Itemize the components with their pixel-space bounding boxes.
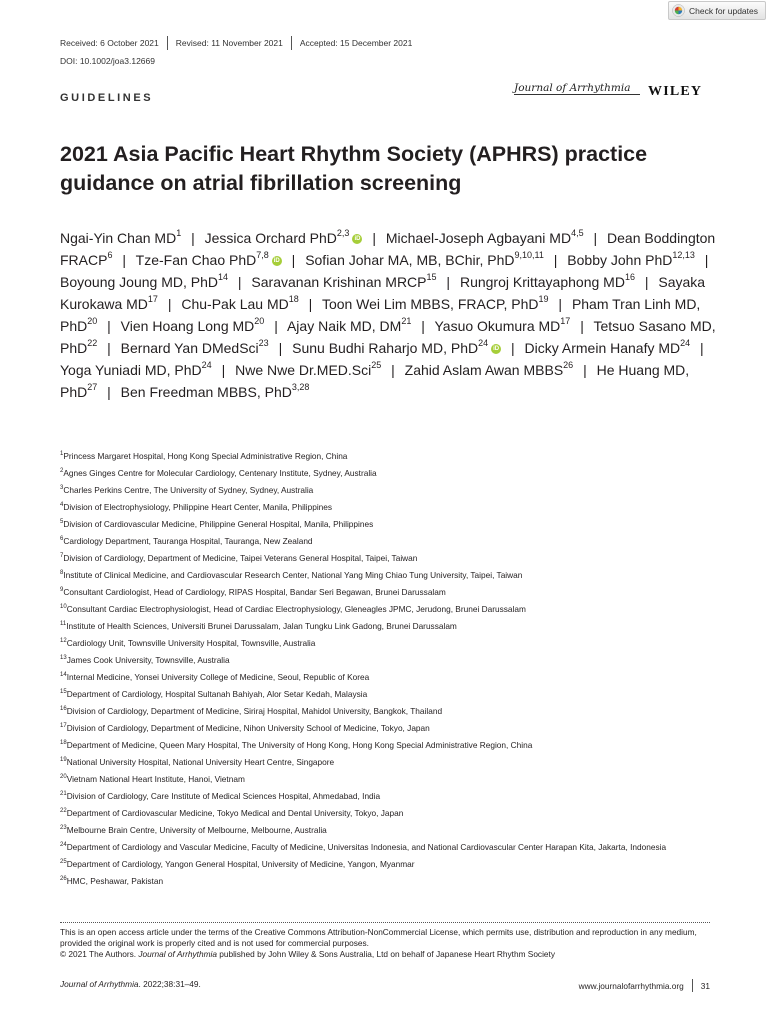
author[interactable] [386,230,584,246]
author[interactable] [136,252,282,268]
affiliation-number: 23 [60,824,67,831]
check-for-updates-button[interactable] [668,1,766,20]
author[interactable] [435,318,571,334]
author[interactable] [121,384,310,400]
author[interactable] [121,318,265,334]
orcid-icon[interactable]: iD [273,258,280,265]
author[interactable] [525,340,691,356]
journal-logo-name: Journal of Arrhythmia [514,82,631,94]
author[interactable] [60,230,181,246]
affiliation-item [60,536,710,547]
affiliation-item [60,553,710,564]
affiliation-item [60,859,710,870]
author[interactable] [121,340,269,356]
author[interactable] [287,318,411,334]
affiliation-text: Division of Cardiology, Department of Medicine, Taipei Veterans General Hospital, Taipei, Taiwan [63,552,418,563]
affiliation-number: 13 [60,655,67,662]
author[interactable] [405,362,574,378]
author-separator: | [191,230,195,246]
author-separator: | [167,296,172,312]
affiliation-text: Internal Medicine, Yonsei University College of Medicine, Seoul, Republic of Korea [66,671,370,682]
affiliation-number: 2 [60,468,64,475]
journal-logo [514,78,630,96]
publisher-logo: WILEY [648,84,703,99]
affiliation-number: 16 [60,706,67,712]
affiliation-number: 10 [60,604,67,611]
author[interactable] [567,252,695,268]
affiliation-text: Department of Medicine, Queen Mary Hospital, The University of Hong Kong, Hong Kong Special Administrative Region, China [66,739,533,750]
author-affiliation-ref: 20 [87,316,98,327]
affiliation-text: Department of Cardiology, Yangon General Hospital, University of Medicine, Yangon, Myanmar [66,858,415,869]
author[interactable] [305,252,544,268]
affiliation-number: 14 [60,672,67,679]
author-affiliation-ref: 3,28 [291,382,310,393]
affiliation-item [60,689,710,700]
journal-url[interactable]: www.journalofarrhythmia.org [578,980,684,991]
author-affiliation-ref: 20 [254,316,265,327]
author-separator: | [274,318,278,334]
author-name: Tze-Fan Chao PhD [135,252,257,268]
author-affiliation-ref: 17 [560,316,571,327]
affiliation-text: Division of Cardiology, Department of Medicine, Nihon University School of Medicine, Tokyo, Japan [66,722,430,733]
affiliation-text: Division of Cardiology, Department of Medicine, Siriraj Hospital, Mahidol University, Bangkok, Thailand [66,705,443,716]
author-name: Ajay Naik MD, DM [286,318,402,334]
author-name: Tetsuo Sasano MD, PhD [60,318,716,356]
affiliation-text: Division of Cardiovascular Medicine, Philippine General Hospital, Manila, Philippines [63,518,374,529]
author-separator: | [511,340,515,356]
affiliation-text: Agnes Ginges Centre for Molecular Cardiology, Centenary Institute, Sydney, Australia [63,467,377,478]
author-name: Sayaka Kurokawa MD [60,274,706,312]
affiliation-text: Division of Cardiology, Care Institute of Medical Sciences Hospital, Ahmedabad, India [66,790,381,801]
affiliation-number: 25 [60,858,67,865]
affiliation-text: Institute of Health Sciences, Universiti Brunei Darussalam, Jalan Tungku Link Gadong, Brunei Darussalam [66,620,457,631]
author-affiliation-ref: 2,3 [336,228,350,239]
author-name: Yasuo Okumura MD [434,318,561,334]
author-name: Sofian Johar MA, MB, BChir, PhD [305,252,515,268]
author-name: Ben Freedman MBBS, PhD [120,384,292,400]
footer-right [579,979,710,992]
affiliation-number: 9 [60,587,64,594]
affiliation-item [60,825,710,836]
author-affiliation-ref: 15 [426,272,437,283]
doi[interactable]: DOI: 10.1002/joa3.12669 [60,56,155,66]
page-number: 31 [700,980,710,991]
affiliation-item [60,774,710,785]
affiliation-item [60,706,710,717]
footer-citation [60,979,201,989]
journal-logo-underline [514,94,640,95]
affiliation-item [60,876,710,887]
author-separator: | [583,362,587,378]
affiliation-number: 24 [60,841,67,848]
affiliation-item [60,604,710,615]
author-name: Toon Wei Lim MBBS, FRACP, PhD [321,296,539,312]
author-affiliation-ref: 1 [176,228,182,239]
author-affiliation-ref: 24 [680,338,691,349]
revised-date: Revised: 11 November 2021 [175,38,283,48]
affiliation-number: 20 [60,773,67,780]
accepted-date: Accepted: 15 December 2021 [299,38,413,48]
author-affiliation-ref: 14 [217,272,228,283]
author-affiliation-ref: 21 [401,316,412,327]
author-affiliation-ref: 4,5 [571,228,584,239]
author-separator: | [553,252,558,268]
affiliation-number: 3 [60,485,64,492]
author-name: Zahid Aslam Awan MBBS [404,362,564,378]
author-separator: | [291,252,296,268]
author-affiliation-ref: 9,10,11 [514,250,544,261]
author-name: Vien Hoang Long MD [120,318,255,334]
author-separator: | [558,296,563,312]
author[interactable] [251,274,436,290]
author[interactable] [60,362,212,378]
author-affiliation-ref: 24 [201,360,212,371]
affiliation-number: 7 [60,553,64,560]
author-separator: | [107,384,111,400]
license-notice [60,927,710,960]
author-separator: | [308,296,313,312]
affiliation-text: Cardiology Department, Tauranga Hospital, Tauranga, New Zealand [63,535,313,546]
author-name: Yoga Yuniadi MD, PhD [60,362,202,378]
affiliation-text: Princess Margaret Hospital, Hong Kong Special Administrative Region, China [63,451,348,461]
author-separator: | [122,252,126,268]
author[interactable] [60,274,228,290]
author-affiliation-ref: 6 [107,250,113,261]
author[interactable] [235,362,381,378]
affiliation-text: Melbourne Brain Centre, University of Melbourne, Melbourne, Australia [66,824,327,835]
affiliation-item [60,723,710,734]
footer-citation-text: . 2022;38:31–49. [138,979,201,989]
article-title: 2021 Asia Pacific Heart Rhythm Society (APHRS) practice guidance on atrial fibrillation screening [60,142,648,195]
affiliation-item [60,672,710,683]
license-divider [60,922,710,923]
date-divider [291,36,292,50]
author[interactable] [322,296,549,312]
affiliation-text: Charles Perkins Centre, The University of Sydney, Sydney, Australia [63,484,314,495]
affiliation-number: 8 [60,570,64,577]
author-name: Bernard Yan DMedSci [120,340,259,356]
affiliation-text: Department of Cardiovascular Medicine, Tokyo Medical and Dental University, Tokyo, Japan [66,807,404,818]
author-name: Pham Tran Linh MD, PhD [60,296,701,334]
author-separator: | [278,340,283,356]
author-name: Bobby John PhD [567,252,673,268]
affiliation-number: 26 [60,875,67,882]
affiliation-item [60,638,710,649]
affiliation-text: Division of Electrophysiology, Philippine Heart Center, Manila, Philippines [63,501,333,512]
affiliation-number: 5 [60,519,64,526]
author-affiliation-ref: 19 [538,294,549,305]
affiliation-item [60,587,710,598]
orcid-icon[interactable]: iD [354,236,361,243]
author-list [60,227,720,403]
author[interactable] [460,274,635,290]
affiliation-number: 19 [60,756,67,763]
check-updates-icon [672,4,685,17]
author-separator: | [580,318,584,334]
author[interactable] [205,230,363,246]
affiliation-text: James Cook University, Townsville, Australia [66,654,230,665]
author-affiliation-ref: 7,8 [256,250,269,261]
author-separator: | [391,362,395,378]
affiliation-number: 15 [60,689,67,696]
author-separator: | [421,318,425,334]
affiliation-number: 17 [60,722,67,729]
license-text: This is an open access article under the terms of the Creative Commons Attribution-NonCommercial License, which permits use, distribution and reproduction in any medium, provided the original work is properly cited and is not used for commercial purposes. [60,927,697,948]
affiliation-text: Consultant Cardiac Electrophysiologist, Head of Cardiac Electrophysiology, Gleneagles JPMC, Jerudong, Brunei Darussalam [66,603,526,614]
affiliation-item [60,842,710,853]
affiliation-text: National University Hospital, National University Heart Centre, Singapore [66,756,335,767]
author-separator: | [704,252,709,268]
affiliation-item [60,791,710,802]
author-affiliation-ref: 24 [478,338,489,349]
copyright-journal: Journal of Arrhythmia [138,949,217,959]
affiliation-text: Institute of Clinical Medicine, and Cardiovascular Research Center, National Yang Ming Chiao Tung University, Taipei, Taiwan [63,569,523,580]
affiliation-list [60,451,710,893]
copyright-suffix: published by John Wiley & Sons Australia, Ltd on behalf of Japanese Heart Rhythm Society [216,949,555,959]
affiliation-number: 12 [60,638,67,645]
footer-journal: Journal of Arrhythmia [60,979,139,989]
author-separator: | [107,340,111,356]
affiliation-item [60,757,710,768]
affiliation-text: Vietnam National Heart Institute, Hanoi, Vietnam [66,773,245,784]
orcid-icon[interactable]: iD [493,346,500,353]
affiliation-text: HMC, Peshawar, Pakistan [66,875,164,886]
author-name: Dicky Armein Hanafy MD [524,340,681,356]
affiliation-item [60,808,710,819]
author-name: Ngai-Yin Chan MD [60,230,177,246]
author-name: Dean Boddington FRACP [60,230,716,268]
author-affiliation-ref: 17 [147,294,158,305]
author-affiliation-ref: 23 [258,338,269,349]
received-date: Received: 6 October 2021 [60,38,159,48]
author-name: Chu-Pak Lau MD [181,296,289,312]
author-name: Jessica Orchard PhD [204,230,337,246]
affiliation-number: 4 [60,502,64,509]
author-separator: | [593,230,598,246]
author-separator: | [372,230,376,246]
author-affiliation-ref: 22 [87,338,98,349]
affiliation-text: Cardiology Unit, Townsville University Hospital, Townsville, Australia [66,637,316,648]
author-name: Michael-Joseph Agbayani MD [385,230,572,246]
affiliation-text: Department of Cardiology and Vascular Medicine, Faculty of Medicine, Universitas Indonesia, and National Cardiovascular Center Harapan Kita, Jakarta, Indonesia [66,841,667,852]
author-affiliation-ref: 27 [87,382,98,393]
affiliation-number: 22 [60,807,67,814]
author-name: Sunu Budhi Raharjo MD, PhD [292,340,479,356]
affiliation-number: 21 [60,790,67,797]
author-separator: | [700,340,704,356]
affiliation-number: 18 [60,739,67,746]
affiliation-item [60,740,710,751]
affiliation-item [60,655,710,666]
affiliation-text: Department of Cardiology, Hospital Sultanah Bahiyah, Alor Setar Kedah, Malaysia [66,688,368,699]
affiliation-item [60,468,710,479]
author-affiliation-ref: 25 [371,360,382,371]
author[interactable] [292,340,501,356]
author-affiliation-ref: 12,13 [672,250,695,261]
affiliation-item [60,621,710,632]
author-name: Rungroj Krittayaphong MD [459,274,625,290]
author-name: Boyoung Joung MD, PhD [60,274,218,290]
author-separator: | [221,362,226,378]
author-name: He Huang MD, PhD [60,362,690,400]
author-separator: | [107,318,111,334]
author-separator: | [237,274,242,290]
date-divider [167,36,168,50]
affiliation-number: 1 [60,451,64,458]
footer-divider [692,979,693,992]
affiliation-item [60,502,710,513]
affiliation-item [60,570,710,581]
author-name: Saravanan Krishinan MRCP [251,274,427,290]
affiliation-text: Consultant Cardiologist, Head of Cardiology, RIPAS Hospital, Bandar Seri Begawan, Brunei Darussalam [63,586,446,597]
affiliation-item [60,519,710,530]
section-label: GUIDELINES [60,92,154,104]
copyright-line [60,949,710,960]
affiliation-item [60,485,710,496]
copyright-prefix: © 2021 The Authors. [60,949,139,959]
author-affiliation-ref: 16 [624,272,635,283]
affiliation-item [60,451,710,462]
article-dates [60,38,412,50]
affiliation-number: 6 [60,536,64,543]
affiliation-number: 11 [60,621,67,628]
author-separator: | [644,274,649,290]
author-affiliation-ref: 26 [563,360,574,371]
author-separator: | [446,274,451,290]
check-updates-label: Check for updates [689,5,758,16]
author-name: Nwe Nwe Dr.MED.Sci [235,362,372,378]
author-affiliation-ref: 18 [288,294,299,305]
author[interactable] [181,296,298,312]
